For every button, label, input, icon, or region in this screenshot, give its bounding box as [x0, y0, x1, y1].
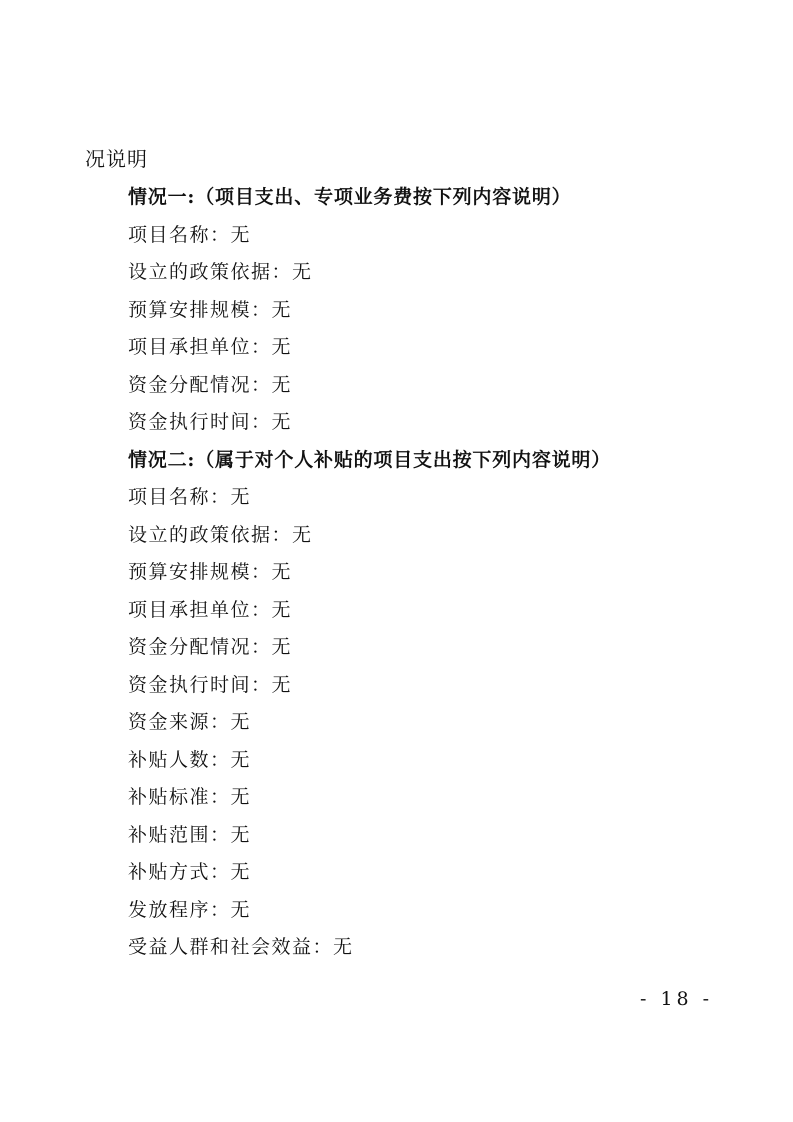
page-number: - 18 -	[640, 988, 714, 1010]
section1-item: 设立的政策依据：无	[128, 261, 313, 283]
section1-item: 项目承担单位：无	[128, 336, 293, 358]
section1-title: 情况一:（项目支出、专项业务费按下列内容说明）	[128, 186, 572, 208]
section2-item: 补贴标准：无	[128, 786, 252, 808]
section2-item: 补贴方式：无	[128, 861, 252, 883]
section2-item: 预算安排规模：无	[128, 561, 293, 583]
section2-item: 补贴人数：无	[128, 748, 252, 771]
section2-item: 资金执行时间：无	[128, 673, 293, 696]
section2-item: 项目承担单位：无	[128, 598, 293, 621]
section1-item: 项目名称：无	[128, 223, 252, 246]
section2-item: 受益人群和社会效益：无	[128, 936, 354, 958]
page-heading: 况说明	[85, 147, 148, 171]
section2-item: 项目名称：无	[128, 486, 252, 508]
section2-item: 设立的政策依据：无	[128, 523, 313, 546]
section2-title: 情况二:（属于对个人补贴的项目支出按下列内容说明）	[128, 448, 612, 471]
section1-item: 预算安排规模：无	[128, 298, 293, 321]
section2-item: 资金来源：无	[128, 711, 252, 733]
section2-item: 发放程序：无	[128, 898, 252, 921]
section2-item: 资金分配情况：无	[128, 636, 293, 658]
content-lines	[128, 184, 748, 972]
section1-item: 资金执行时间：无	[128, 411, 293, 433]
section1-item: 资金分配情况：无	[128, 373, 293, 396]
section2-item: 补贴范围：无	[128, 823, 252, 846]
